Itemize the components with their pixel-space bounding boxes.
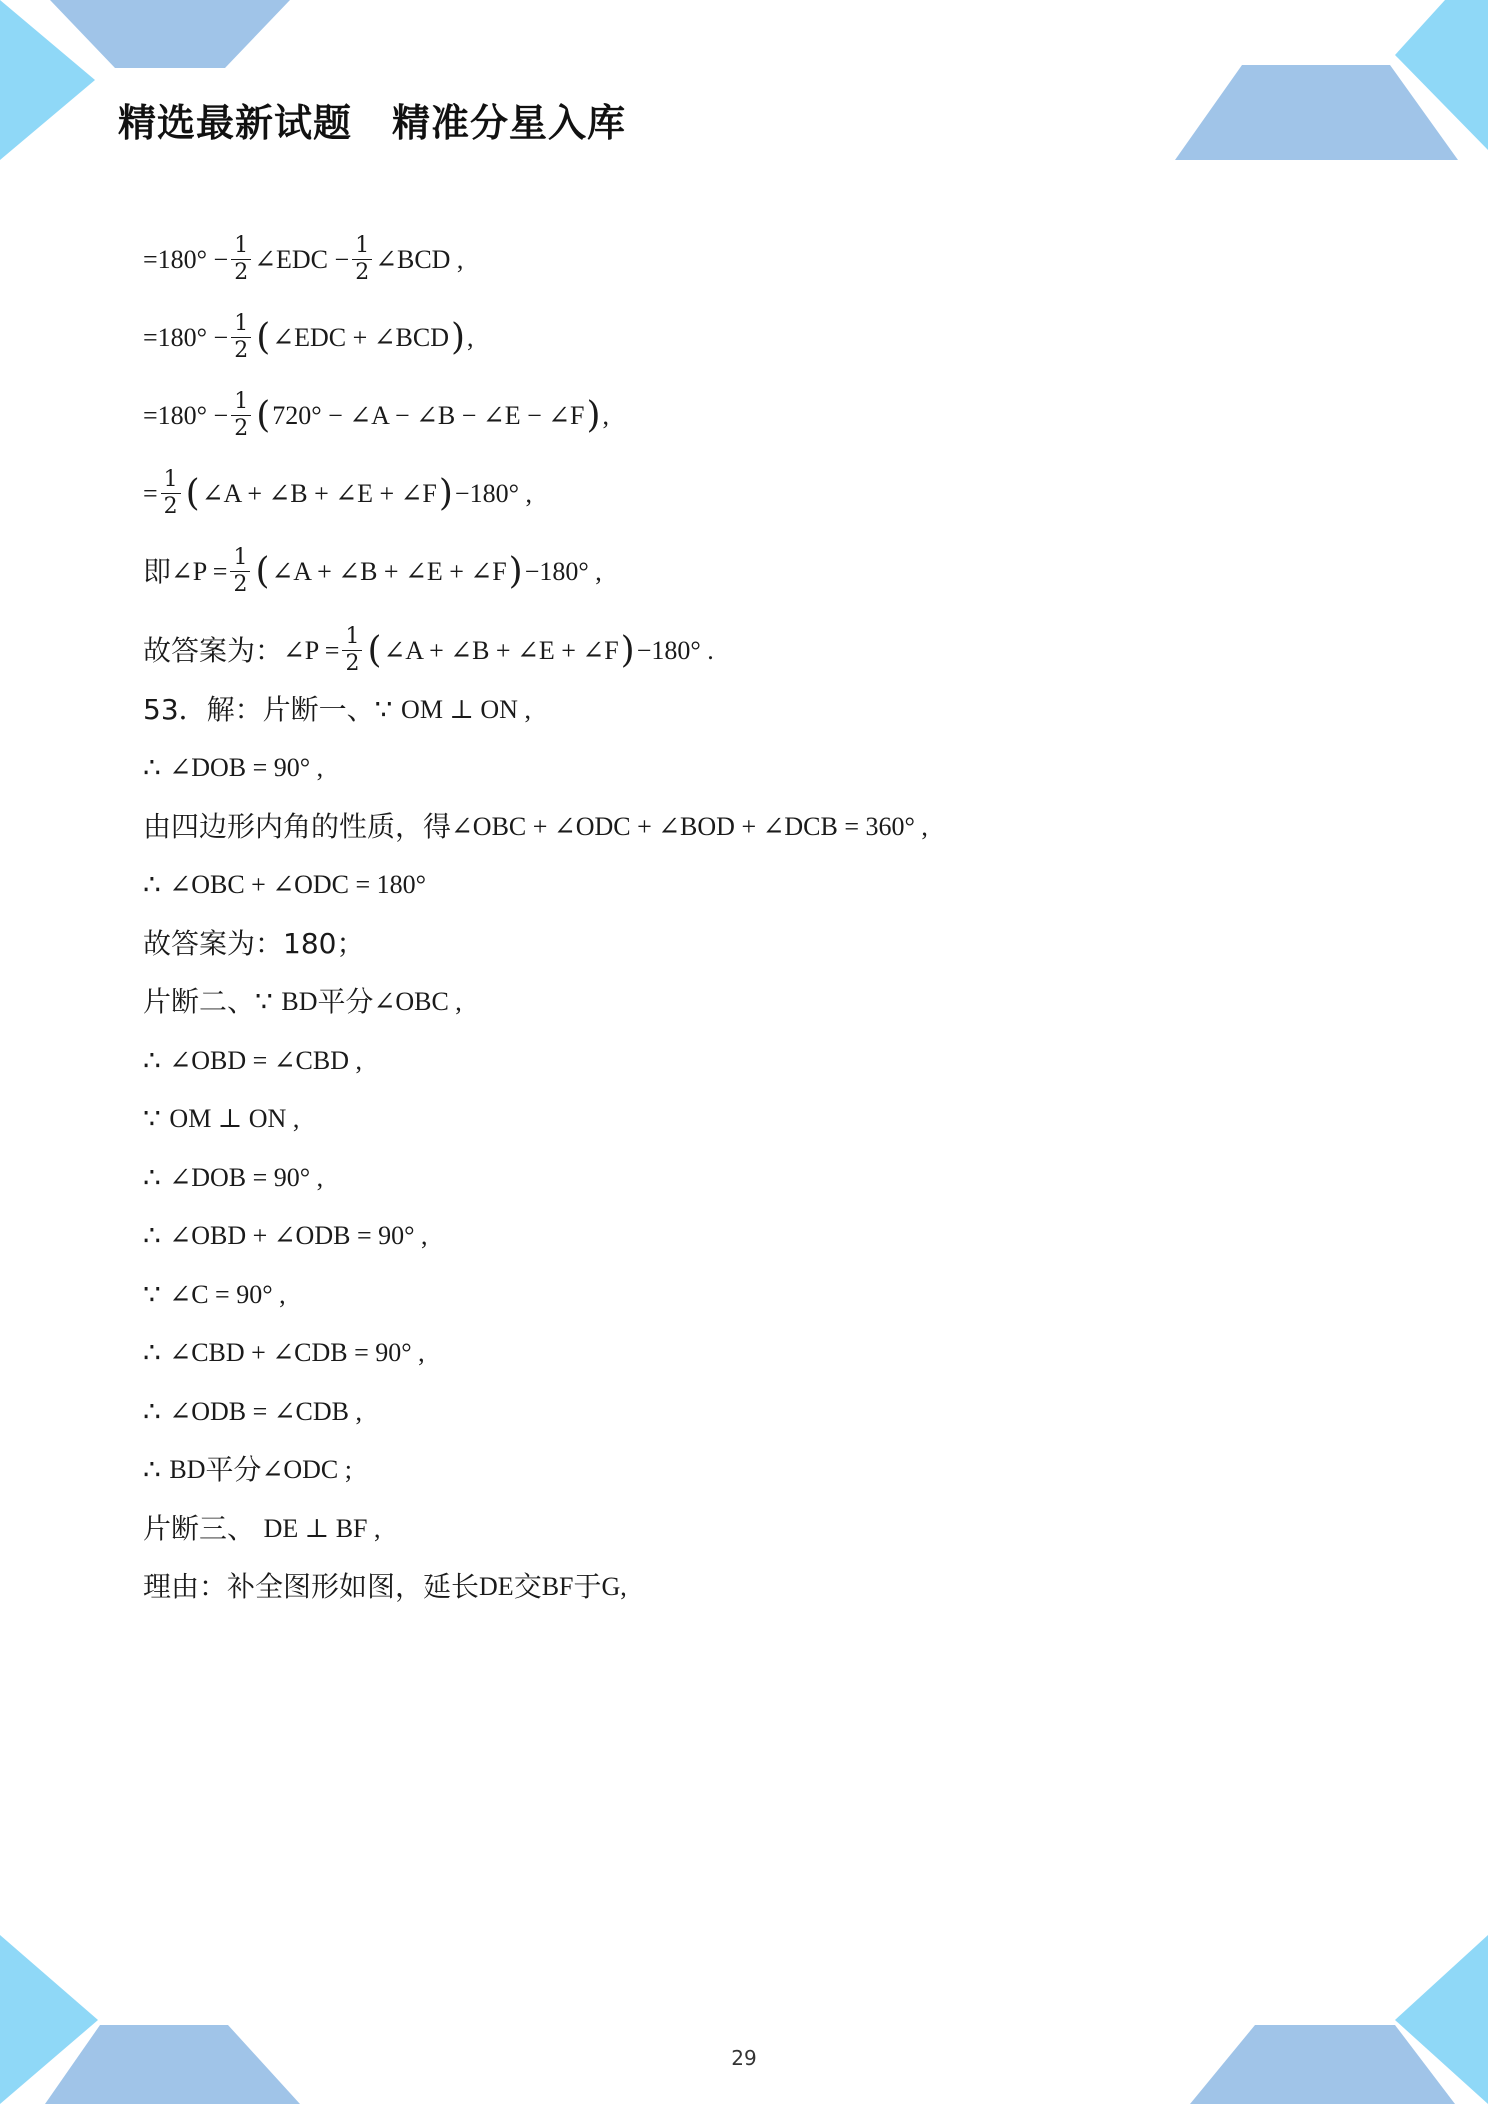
eq-text: ∠A + ∠B + ∠E + ∠F bbox=[383, 635, 619, 665]
fraction-numerator: 1 bbox=[233, 545, 248, 570]
text-label: ∴ bbox=[143, 1161, 161, 1194]
eq-line-6 bbox=[143, 624, 714, 677]
fraction bbox=[342, 624, 362, 677]
eq-text: = bbox=[143, 478, 158, 508]
text-label: 故答案为：180； bbox=[143, 927, 365, 960]
fraction bbox=[231, 389, 251, 442]
paren-close: ) bbox=[450, 316, 466, 358]
eq-text: BD bbox=[169, 1455, 206, 1484]
fraction-denominator: 2 bbox=[231, 337, 251, 364]
corner-triangle-bottom-left bbox=[0, 1935, 98, 2104]
paren-open: ( bbox=[256, 394, 271, 436]
text-label: 即 bbox=[143, 554, 172, 588]
eq-text: ∠OBC + ∠ODC + ∠BOD + ∠DCB = 360° , bbox=[451, 812, 928, 841]
paren-close: ) bbox=[620, 629, 635, 671]
eq-text: DE bbox=[479, 1572, 514, 1601]
text-line-14 bbox=[143, 1102, 299, 1136]
eq-text: G, bbox=[601, 1572, 627, 1601]
eq-text: ∠ODC ; bbox=[261, 1455, 352, 1484]
text-line-18 bbox=[143, 1336, 425, 1370]
header-title bbox=[118, 92, 626, 147]
fraction-denominator: 2 bbox=[231, 259, 251, 286]
text-label: 由四边形内角的性质，得 bbox=[143, 810, 452, 843]
fraction-numerator: 1 bbox=[163, 467, 178, 492]
paren-close: ) bbox=[508, 550, 523, 592]
text-label: 故答案为： bbox=[143, 633, 284, 667]
text-label: ∵ bbox=[143, 1102, 161, 1135]
corner-trapezoid-top-left bbox=[50, 0, 290, 68]
fraction bbox=[230, 545, 250, 598]
text-line-15 bbox=[143, 1161, 323, 1195]
eq-text: OM ⊥ ON , bbox=[401, 695, 531, 724]
fraction-denominator: 2 bbox=[161, 493, 181, 520]
header-title-left: 精选最新试题 bbox=[118, 101, 353, 145]
text-label: ∴ bbox=[143, 1044, 161, 1077]
text-label: ∴ bbox=[143, 1453, 161, 1486]
eq-text: , bbox=[467, 322, 474, 352]
eq-text: ∠CBD + ∠CDB = 90° , bbox=[169, 1338, 425, 1367]
text-line-16 bbox=[143, 1219, 428, 1253]
eq-text: ∠P = bbox=[171, 556, 228, 586]
text-label: ∴ bbox=[143, 1395, 161, 1428]
text-label: ∴ bbox=[143, 1219, 161, 1252]
eq-text: ∠DOB = 90° , bbox=[169, 753, 324, 782]
eq-text: OM ⊥ ON , bbox=[169, 1104, 300, 1133]
paren-open: ( bbox=[256, 316, 271, 358]
eq-text: DE ⊥ BF , bbox=[263, 1514, 381, 1543]
text-line-20 bbox=[143, 1453, 352, 1487]
text-label: ∴ bbox=[143, 1336, 161, 1369]
text-line-10 bbox=[143, 868, 426, 902]
fraction-numerator: 1 bbox=[345, 624, 360, 649]
fraction bbox=[231, 233, 251, 286]
text-label: 交 bbox=[513, 1570, 542, 1603]
text-label: ∵ bbox=[143, 1278, 161, 1311]
page-number: 29 bbox=[731, 2046, 757, 2070]
text-label: 理由：补全图形如图，延长 bbox=[143, 1570, 480, 1603]
fraction-numerator: 1 bbox=[234, 311, 249, 336]
paren-open: ( bbox=[255, 550, 270, 592]
eq-text: ∠ODB = ∠CDB , bbox=[169, 1397, 363, 1426]
eq-line-1 bbox=[143, 233, 463, 286]
text-line-21 bbox=[143, 1512, 381, 1546]
text-line-9 bbox=[143, 810, 928, 844]
eq-text: =180° − bbox=[143, 322, 229, 352]
eq-text: 720° − ∠A − ∠B − ∠E − ∠F bbox=[272, 400, 585, 430]
text-label: 平分 bbox=[205, 1453, 262, 1486]
fraction-numerator: 1 bbox=[234, 233, 249, 258]
eq-text: ∠DOB = 90° , bbox=[169, 1163, 324, 1192]
corner-trapezoid-top-right bbox=[1175, 65, 1458, 160]
eq-text: ∠C = 90° , bbox=[169, 1280, 286, 1309]
text-line-19 bbox=[143, 1395, 362, 1429]
text-line-11 bbox=[143, 927, 364, 961]
eq-text: BD bbox=[281, 987, 318, 1016]
text-label: 平分 bbox=[317, 985, 374, 1018]
header-title-right: 精准分星入库 bbox=[392, 101, 627, 145]
paren-close: ) bbox=[586, 394, 601, 436]
eq-text: ∠OBC + ∠ODC = 180° bbox=[169, 870, 427, 899]
eq-text: −180° . bbox=[636, 635, 714, 665]
eq-line-2 bbox=[143, 311, 474, 364]
eq-text: =180° − bbox=[143, 244, 229, 274]
eq-line-5 bbox=[143, 545, 602, 598]
eq-text: ∠A + ∠B + ∠E + ∠F bbox=[271, 556, 507, 586]
text-line-17 bbox=[143, 1278, 286, 1312]
text-label: 片断二、∵ bbox=[143, 985, 273, 1018]
paren-open: ( bbox=[367, 629, 382, 671]
eq-text: ∠P = bbox=[283, 635, 340, 665]
text-label: ∴ bbox=[143, 751, 161, 784]
text-line-12 bbox=[143, 985, 462, 1019]
fraction-denominator: 2 bbox=[231, 415, 251, 442]
eq-text: ∠OBD + ∠ODB = 90° , bbox=[169, 1221, 428, 1250]
eq-text: =180° − bbox=[143, 400, 229, 430]
eq-text: ∠OBC , bbox=[373, 987, 462, 1016]
eq-text: ∠OBD = ∠CBD , bbox=[169, 1046, 363, 1075]
fraction bbox=[352, 233, 372, 286]
eq-text: ∠EDC + ∠BCD bbox=[272, 322, 449, 352]
eq-text: ∠A + ∠B + ∠E + ∠F bbox=[201, 478, 437, 508]
text-label: ∴ bbox=[143, 868, 161, 901]
fraction-denominator: 2 bbox=[230, 571, 250, 598]
fraction-numerator: 1 bbox=[234, 389, 249, 414]
eq-line-4 bbox=[143, 467, 532, 520]
fraction bbox=[231, 311, 251, 364]
eq-line-3 bbox=[143, 389, 609, 442]
text-line-13 bbox=[143, 1044, 362, 1078]
text-line-8 bbox=[143, 751, 323, 785]
eq-text: , bbox=[602, 400, 610, 430]
eq-text: −180° , bbox=[524, 556, 602, 586]
text-line-7 bbox=[143, 693, 531, 727]
eq-text: ∠EDC − bbox=[254, 244, 350, 274]
fraction-denominator: 2 bbox=[352, 259, 372, 286]
paren-open: ( bbox=[185, 472, 200, 514]
corner-triangle-top-left bbox=[0, 0, 95, 160]
eq-text: ∠BCD , bbox=[375, 244, 464, 274]
text-line-22 bbox=[143, 1570, 627, 1604]
text-label: 于 bbox=[573, 1570, 602, 1603]
fraction-denominator: 2 bbox=[342, 650, 362, 677]
text-label: 片断三、 bbox=[143, 1512, 256, 1545]
eq-text: BF bbox=[541, 1572, 574, 1601]
text-label: 53．解：片断一、∵ bbox=[143, 693, 393, 726]
paren-close: ) bbox=[438, 472, 453, 514]
corner-triangle-bottom-right bbox=[1395, 1935, 1488, 2104]
fraction bbox=[161, 467, 181, 520]
fraction-numerator: 1 bbox=[355, 233, 370, 258]
corner-triangle-top-right bbox=[1395, 0, 1488, 150]
eq-text: −180° , bbox=[454, 478, 532, 508]
